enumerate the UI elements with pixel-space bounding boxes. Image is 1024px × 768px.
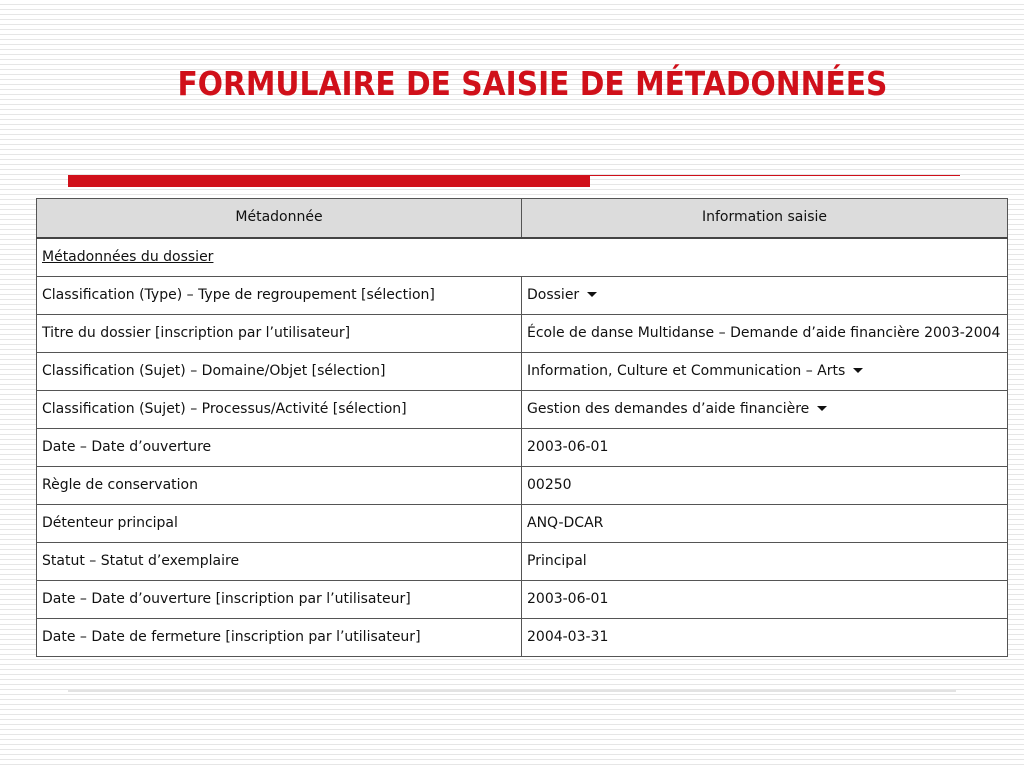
table-row: [37, 391, 1008, 429]
row-label: Classification (Sujet) – Processus/Activité [sélection]: [37, 391, 522, 429]
row-label: Date – Date de fermeture [inscription par l’utilisateur]: [37, 619, 522, 657]
row-label: Classification (Type) – Type de regroupement [sélection]: [37, 277, 522, 315]
row-value-select[interactable]: [522, 353, 1008, 391]
table-row: [37, 353, 1008, 391]
row-label: Titre du dossier [inscription par l’utilisateur]: [37, 315, 522, 353]
row-value: 00250: [522, 467, 1008, 505]
chevron-down-icon[interactable]: [587, 292, 597, 297]
row-value[interactable]: 2003-06-01: [522, 581, 1008, 619]
section-row: [37, 238, 1008, 277]
title-underline-thin: [590, 175, 960, 176]
row-label: Statut – Statut d’exemplaire: [37, 543, 522, 581]
chevron-down-icon[interactable]: [817, 406, 827, 411]
row-label: Date – Date d’ouverture: [37, 429, 522, 467]
column-header-information-saisie: Information saisie: [522, 199, 1008, 239]
row-value: Gestion des demandes d’aide financière: [527, 401, 810, 417]
table-row: [37, 619, 1008, 657]
table-row: [37, 543, 1008, 581]
table-row: [37, 429, 1008, 467]
row-label: Classification (Sujet) – Domaine/Objet [sélection]: [37, 353, 522, 391]
row-value: ANQ-DCAR: [522, 505, 1008, 543]
column-header-metadonnee: Métadonnée: [37, 199, 522, 239]
row-value: Information, Culture et Communication – Arts: [527, 363, 846, 379]
row-value: Principal: [522, 543, 1008, 581]
row-value: Dossier: [527, 287, 580, 303]
table-row: [37, 505, 1008, 543]
row-value: 2003-06-01: [522, 429, 1008, 467]
row-label: Date – Date d’ouverture [inscription par l’utilisateur]: [37, 581, 522, 619]
row-label: Règle de conservation: [37, 467, 522, 505]
table-row: [37, 467, 1008, 505]
metadata-table: [36, 198, 1008, 657]
row-value-select[interactable]: [522, 277, 1008, 315]
section-label: Métadonnées du dossier: [37, 238, 1008, 277]
footer-divider: [68, 690, 956, 692]
table-row: [37, 581, 1008, 619]
row-value[interactable]: École de danse Multidanse – Demande d’aide financière 2003-2004: [522, 315, 1008, 353]
row-value-select[interactable]: [522, 391, 1008, 429]
title-underline-thick: [68, 175, 590, 187]
chevron-down-icon[interactable]: [853, 368, 863, 373]
row-label: Détenteur principal: [37, 505, 522, 543]
table-header-row: [37, 199, 1008, 239]
table-row: [37, 315, 1008, 353]
page-title: FORMULAIRE DE SAISIE DE MÉTADONNÉES: [177, 64, 888, 103]
row-value[interactable]: 2004-03-31: [522, 619, 1008, 657]
table-row: [37, 277, 1008, 315]
